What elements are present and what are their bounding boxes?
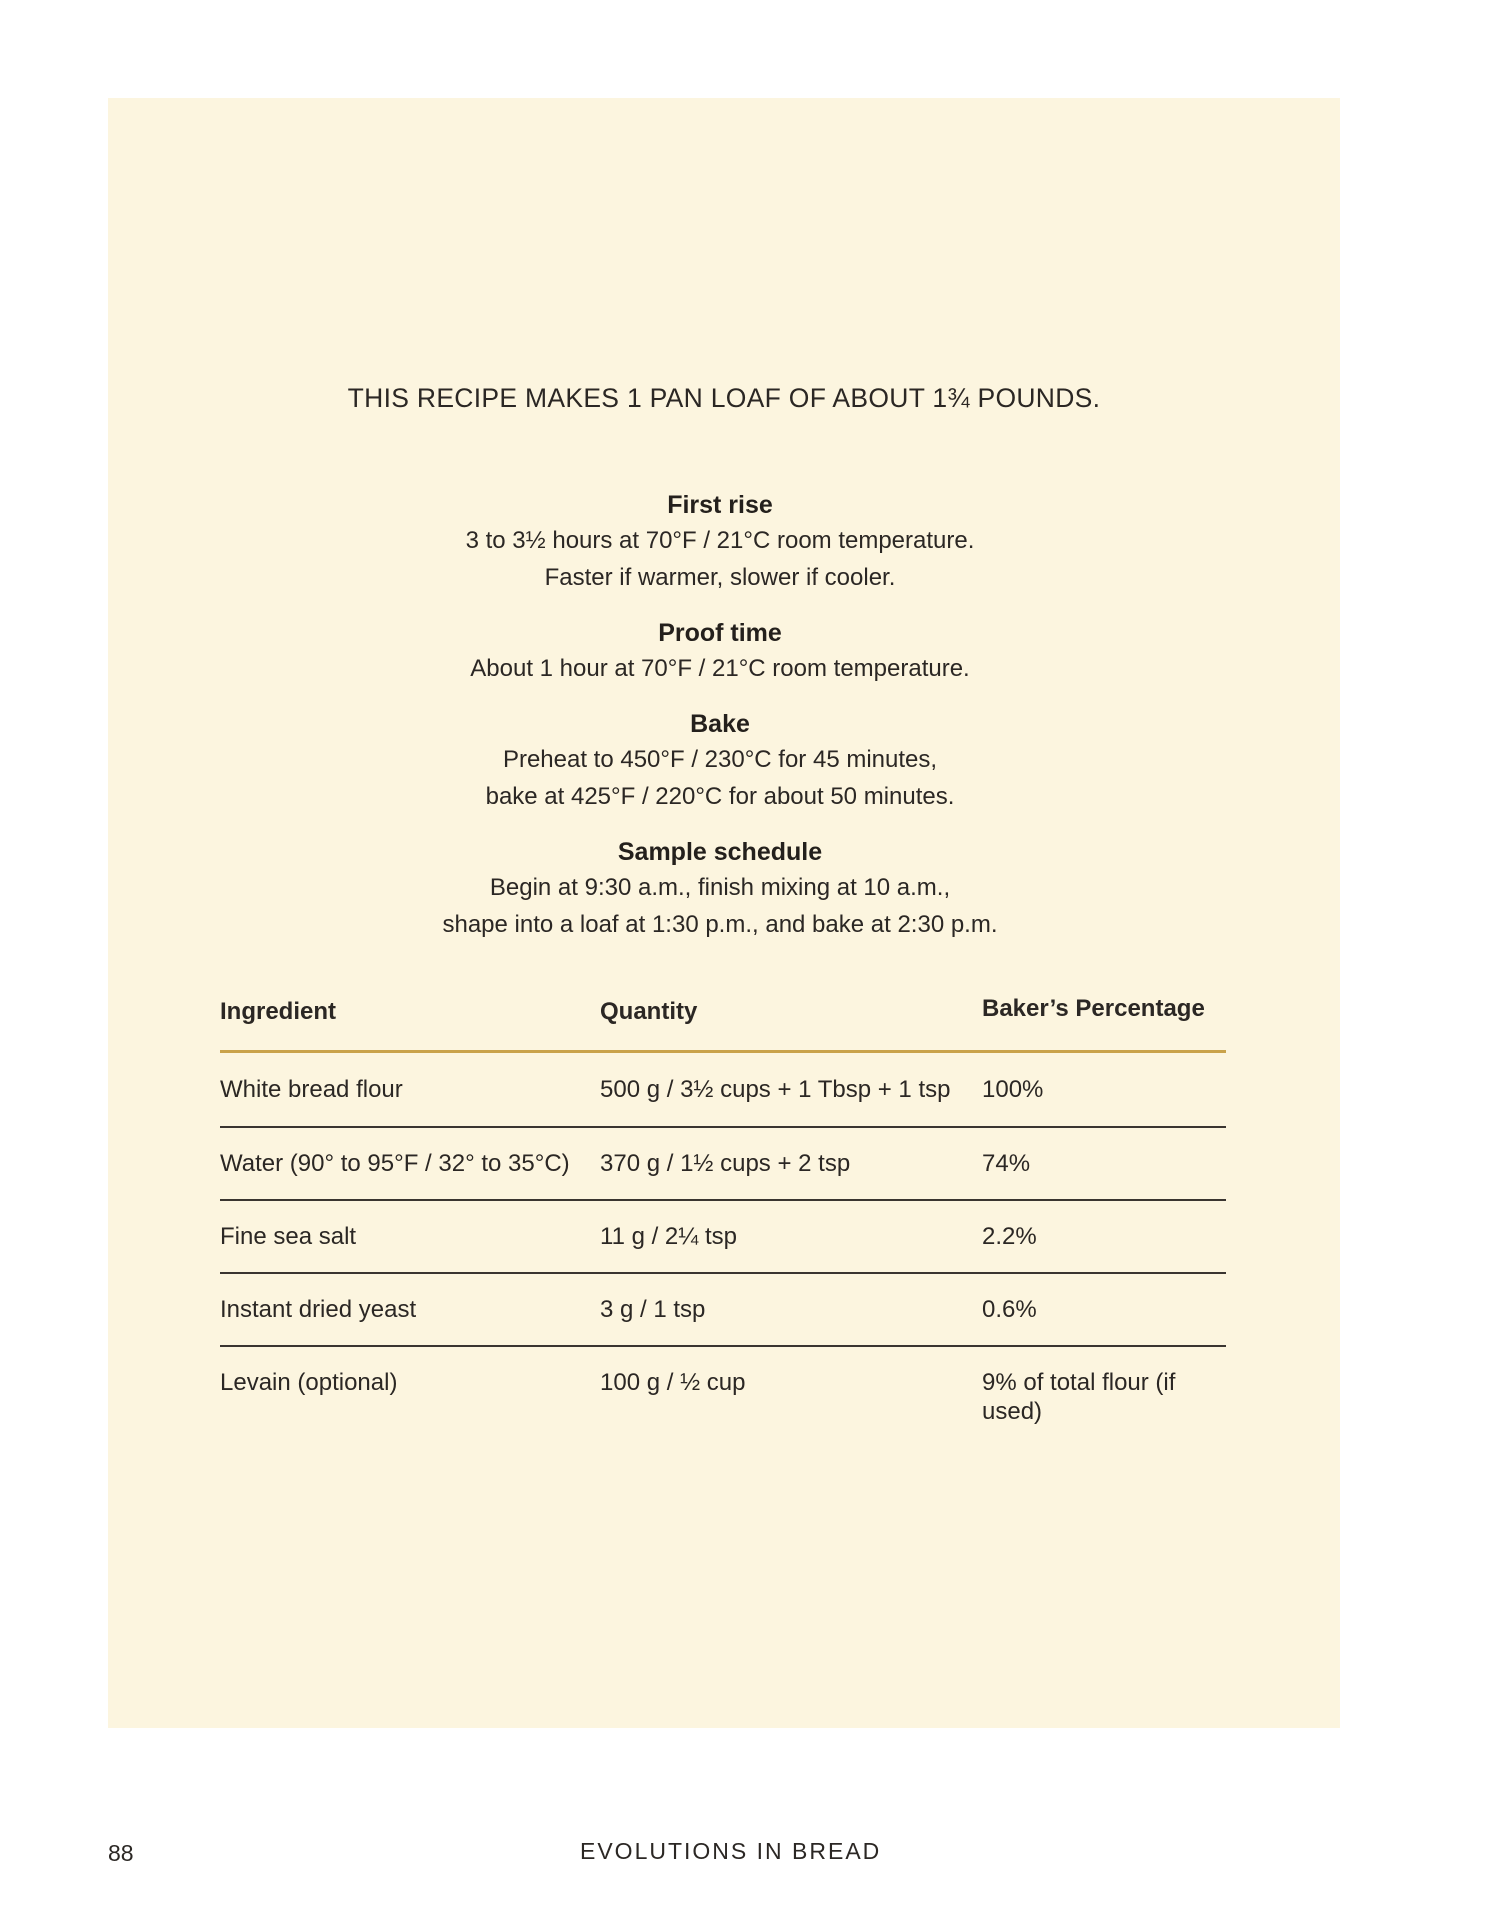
sample-schedule-line: Begin at 9:30 a.m., finish mixing at 10 a.m.,: [489, 874, 951, 901]
bake-line: Preheat to 450°F / 230°C for 45 minutes,: [502, 746, 938, 773]
proof-time-section: [0, 616, 1440, 687]
percentage-cell: 2.2%: [982, 1223, 1037, 1250]
proof-time-line: About 1 hour at 70°F / 21°C room temperature.: [470, 655, 970, 682]
percentage-cell: 9% of total flour (if used): [982, 1369, 1176, 1425]
ingredient-cell: Fine sea salt: [220, 1223, 357, 1250]
sample-schedule-line: shape into a loaf at 1:30 p.m., and bake at 2:30 p.m.: [442, 911, 998, 938]
proof-time-heading: Proof time: [658, 619, 782, 647]
ingredient-cell: Instant dried yeast: [220, 1296, 417, 1323]
running-head: EVOLUTIONS IN BREAD: [580, 1838, 882, 1864]
first-rise-heading: First rise: [667, 491, 773, 519]
first-rise-line: Faster if warmer, slower if cooler.: [544, 564, 896, 591]
quantity-cell: 3 g / 1 tsp: [600, 1296, 706, 1323]
bake-section: [0, 707, 1440, 815]
table-row: [220, 1346, 1226, 1425]
quantity-cell: 11 g / 2¼ tsp: [600, 1223, 737, 1250]
page-number: 88: [108, 1840, 134, 1866]
table-row: [220, 1273, 1226, 1346]
quantity-cell: 100 g / ½ cup: [600, 1369, 746, 1396]
table-row: [220, 1053, 1226, 1126]
quantity-cell: 370 g / 1½ cups + 2 tsp: [600, 1150, 851, 1177]
bake-heading: Bake: [690, 710, 750, 738]
quantity-column-header: Quantity: [600, 998, 698, 1025]
percentage-cell: 100%: [982, 1076, 1044, 1103]
quantity-cell: 500 g / 3½ cups + 1 Tbsp + 1 tsp: [600, 1076, 951, 1103]
first-rise-line: 3 to 3½ hours at 70°F / 21°C room temperature.: [465, 527, 975, 554]
sample-schedule-section: [0, 835, 1440, 943]
sample-schedule-heading: Sample schedule: [617, 838, 823, 866]
ingredient-cell: Levain (optional): [220, 1369, 398, 1396]
ingredient-cell: Water (90° to 95°F / 32° to 35°C): [220, 1150, 570, 1177]
percentage-column-header: Baker’s Percentage: [982, 995, 1205, 1022]
ingredient-column-header: Ingredient: [220, 998, 337, 1025]
ingredient-cell: White bread flour: [220, 1076, 403, 1103]
table-row: [220, 1127, 1226, 1200]
percentage-cell: 74%: [982, 1150, 1031, 1177]
yield-statement: THIS RECIPE MAKES 1 PAN LOAF OF ABOUT 1¾ POUNDS.: [347, 383, 1101, 413]
first-rise-section: [0, 488, 1440, 596]
table-row: [220, 1200, 1226, 1273]
bake-line: bake at 425°F / 220°C for about 50 minutes.: [485, 783, 955, 810]
percentage-cell: 0.6%: [982, 1296, 1037, 1323]
